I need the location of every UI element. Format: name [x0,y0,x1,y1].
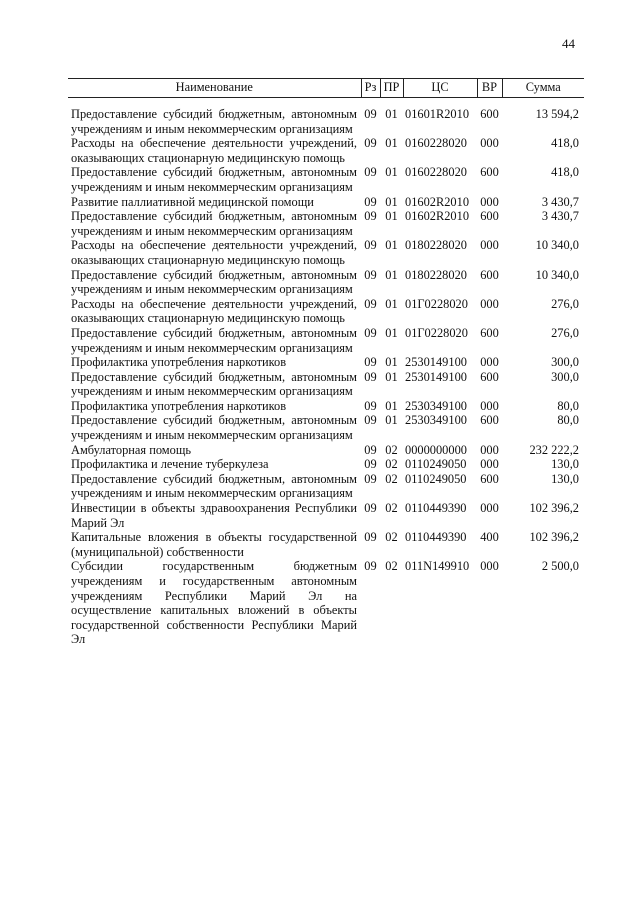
row-vr: 400 [480,530,499,545]
row-cs: 0160228020 [405,136,467,151]
row-pr: 01 [385,194,398,209]
row-pr: 01 [385,325,398,340]
row-pr: 01 [385,209,398,224]
table-row [68,413,584,442]
row-sum: 10 340,0 [535,267,579,282]
row-pr: 02 [385,442,398,457]
row-vr: 000 [480,136,499,151]
row-sum: 300,0 [551,355,579,370]
row-vr: 600 [480,369,499,384]
row-rz: 09 [364,209,377,224]
row-cs: 0180228020 [405,267,467,282]
row-rz: 09 [364,442,377,457]
row-sum: 276,0 [551,296,579,311]
row-pr: 01 [385,355,398,370]
row-pr: 01 [385,136,398,151]
row-rz: 09 [364,471,377,486]
row-vr: 600 [480,413,499,428]
row-vr: 000 [480,501,499,516]
table-row [68,355,584,370]
row-rz: 09 [364,296,377,311]
row-sum: 2 500,0 [541,559,579,574]
row-vr: 000 [480,355,499,370]
row-cs: 01601R2010 [405,107,470,121]
row-sum: 3 430,7 [541,209,579,224]
row-vr: 600 [480,107,499,121]
table-row [68,136,584,165]
row-sum: 80,0 [557,413,579,428]
row-cs: 01602R2010 [405,194,470,209]
row-cs: 01Г0228020 [405,325,468,340]
page-number: 44 [562,36,575,51]
row-pr: 02 [385,457,398,472]
table-header-row [68,79,584,98]
row-sum: 13 594,2 [535,107,579,121]
budget-table [68,78,584,647]
row-rz: 09 [364,136,377,151]
row-name: Капитальные вложения в объекты государственной (муниципальной) собственности [71,530,357,559]
row-cs: 0110449390 [405,530,467,545]
row-sum: 102 396,2 [529,530,579,545]
row-pr: 01 [385,296,398,311]
row-vr: 000 [480,559,499,574]
table-row [68,457,584,472]
row-rz: 09 [364,530,377,545]
row-sum: 3 430,7 [541,194,579,209]
row-rz: 09 [364,238,377,253]
row-pr: 02 [385,501,398,516]
row-name: Предоставление субсидий бюджетным, автономным учреждениям и иным некоммерческим организациям [71,413,357,443]
table-row [68,209,584,238]
row-vr: 600 [480,165,499,180]
table-row [68,165,584,194]
header-pr: ПР [380,79,403,98]
row-name: Развитие паллиативной медицинской помощи [71,194,314,209]
row-name: Профилактика употребления наркотиков [71,355,287,370]
header-rz: Рз [361,79,380,98]
row-pr: 01 [385,107,398,121]
row-cs: 011N149910 [405,559,470,574]
row-vr: 600 [480,267,499,282]
row-cs: 01602R2010 [405,209,470,224]
row-sum: 102 396,2 [529,501,579,516]
row-cs: 2530349100 [405,413,467,428]
table-row [68,370,584,399]
row-name: Предоставление субсидий бюджетным, автономным учреждениям и иным некоммерческим организациям [71,267,357,297]
header-name: Наименование [68,79,361,98]
row-sum: 418,0 [551,136,579,151]
row-sum: 130,0 [551,457,579,472]
table-row [68,501,584,530]
row-sum: 80,0 [557,398,579,413]
row-cs: 0110449390 [405,501,467,516]
header-sum: Сумма [502,79,584,98]
table-row [68,559,584,647]
row-rz: 09 [364,325,377,340]
row-vr: 000 [480,238,499,253]
row-name: Профилактика и лечение туберкулеза [71,457,269,472]
row-vr: 000 [480,296,499,311]
row-name: Расходы на обеспечение деятельности учреждений, оказывающих стационарную медицинскую помощь [71,238,357,267]
row-pr: 01 [385,398,398,413]
row-vr: 000 [480,194,499,209]
row-name: Предоставление субсидий бюджетным, автономным учреждениям и иным некоммерческим организациям [71,471,357,501]
row-cs: 0160228020 [405,165,467,180]
row-rz: 09 [364,369,377,384]
row-vr: 000 [480,457,499,472]
table-row [68,399,584,414]
header-vr: ВР [477,79,502,98]
table-row [68,195,584,210]
table-row [68,326,584,355]
row-rz: 09 [364,194,377,209]
row-sum: 232 222,2 [529,442,579,457]
row-rz: 09 [364,413,377,428]
row-rz: 09 [364,559,377,574]
table-row [68,443,584,458]
row-rz: 09 [364,501,377,516]
row-rz: 09 [364,398,377,413]
row-name: Инвестиции в объекты здравоохранения Республики Марий Эл [71,501,357,530]
row-vr: 000 [480,398,499,413]
row-pr: 01 [385,267,398,282]
row-vr: 600 [480,471,499,486]
table-row [68,297,584,326]
row-name: Профилактика употребления наркотиков [71,398,287,413]
row-cs: 01Г0228020 [405,296,468,311]
table-row [68,268,584,297]
row-sum: 276,0 [551,325,579,340]
row-name: Субсидии государственным бюджетным учреждениям и государственным автономным учреждениям Республики Марий Эл на осуществление капитальных вложений в объекты государственной собственности Республики Марий Эл [71,559,357,647]
row-pr: 02 [385,559,398,574]
row-cs: 2530149100 [405,355,467,370]
row-vr: 600 [480,325,499,340]
row-vr: 000 [480,442,499,457]
row-name: Предоставление субсидий бюджетным, автономным учреждениям и иным некоммерческим организациям [71,165,357,194]
row-cs: 0180228020 [405,238,467,253]
row-name: Предоставление субсидий бюджетным, автономным учреждениям и иным некоммерческим организациям [71,107,357,136]
row-name: Предоставление субсидий бюджетным, автономным учреждениям и иным некоммерческим организациям [71,209,357,238]
row-cs: 0110249050 [405,471,467,486]
table-row [68,98,584,137]
row-cs: 0110249050 [405,457,467,472]
row-name: Расходы на обеспечение деятельности учреждений, оказывающих стационарную медицинскую помощь [71,296,357,326]
row-cs: 0000000000 [405,442,467,457]
row-vr: 600 [480,209,499,224]
row-pr: 02 [385,471,398,486]
row-name: Предоставление субсидий бюджетным, автономным учреждениям и иным некоммерческим организациям [71,325,357,355]
row-pr: 02 [385,530,398,545]
row-pr: 01 [385,369,398,384]
row-sum: 130,0 [551,471,579,486]
row-rz: 09 [364,165,377,180]
row-pr: 01 [385,413,398,428]
row-sum: 10 340,0 [535,238,579,253]
row-pr: 01 [385,238,398,253]
row-name: Предоставление субсидий бюджетным, автономным учреждениям и иным некоммерческим организациям [71,369,357,399]
table-row [68,530,584,559]
row-rz: 09 [364,267,377,282]
row-cs: 2530149100 [405,369,467,384]
row-rz: 09 [364,107,377,121]
row-sum: 418,0 [551,165,579,180]
row-pr: 01 [385,165,398,180]
row-name: Амбулаторная помощь [71,442,192,457]
row-rz: 09 [364,355,377,370]
row-name: Расходы на обеспечение деятельности учреждений, оказывающих стационарную медицинскую помощь [71,136,357,165]
row-cs: 2530349100 [405,398,467,413]
row-rz: 09 [364,457,377,472]
table-row [68,472,584,501]
row-sum: 300,0 [551,369,579,384]
table-row [68,238,584,267]
header-cs: ЦС [403,79,477,98]
